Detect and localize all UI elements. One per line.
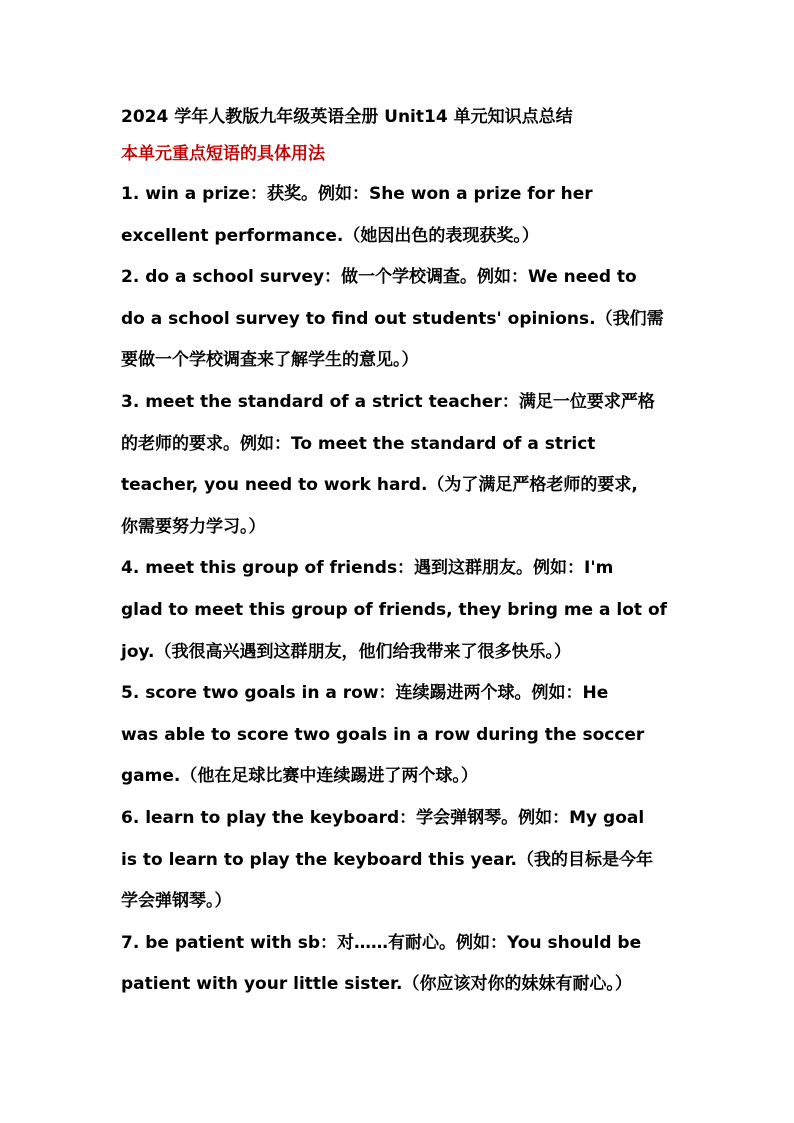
item-line: patient with your little sister.（你应该对你的妹妹有耐心。） <box>121 974 632 995</box>
item-line: do a school survey to find out students' opinions.（我们需 <box>121 308 664 329</box>
phrase-item <box>121 257 681 382</box>
item-line: joy.（我很高兴遇到这群朋友，他们给我带来了很多快乐。） <box>121 641 571 662</box>
item-line: 的老师的要求。例如：To meet the standard of a strict <box>121 433 596 454</box>
item-line: 2. do a school survey：做一个学校调查。例如：We need to <box>121 267 637 288</box>
item-line: 5. score two goals in a row：连续踢进两个球。例如：He <box>121 683 609 704</box>
phrase-item <box>121 673 681 798</box>
item-line: was able to score two goals in a row during the soccer <box>121 724 645 745</box>
item-line: 4. meet this group of friends：遇到这群朋友。例如：I'm <box>121 558 614 579</box>
phrase-item <box>121 923 681 1006</box>
item-line: teacher, you need to work hard.（为了满足严格老师的要求, <box>121 475 638 496</box>
item-line: glad to meet this group of friends, they bring me a lot of <box>121 599 668 620</box>
item-line: excellent performance.（她因出色的表现获奖。） <box>121 225 539 246</box>
document-title: 2024 学年人教版九年级英语全册 Unit14 单元知识点总结 <box>121 107 573 127</box>
item-line: 你需要努力学习。） <box>121 516 266 537</box>
item-line: 要做一个学校调查来了解学生的意见。） <box>121 350 419 371</box>
item-line: game.（他在足球比赛中连续踢进了两个球。） <box>121 766 478 787</box>
phrase-item <box>121 382 681 548</box>
document-page <box>121 100 681 1006</box>
phrase-item <box>121 174 681 257</box>
section-heading: 本单元重点短语的具体用法 <box>121 144 325 164</box>
item-line: is to learn to play the keyboard this year.（我的目标是今年 <box>121 849 654 870</box>
item-line: 学会弹钢琴。） <box>121 891 232 912</box>
item-line: 6. learn to play the keyboard：学会弹钢琴。例如：My goal <box>121 807 645 828</box>
item-line: 1. win a prize：获奖。例如：She won a prize for her <box>121 184 593 204</box>
phrase-item <box>121 548 681 673</box>
phrase-item <box>121 798 681 923</box>
item-line: 7. be patient with sb：对……有耐心。例如：You should be <box>121 932 642 953</box>
item-line: 3. meet the standard of a strict teacher：满足一位要求严格 <box>121 391 655 412</box>
